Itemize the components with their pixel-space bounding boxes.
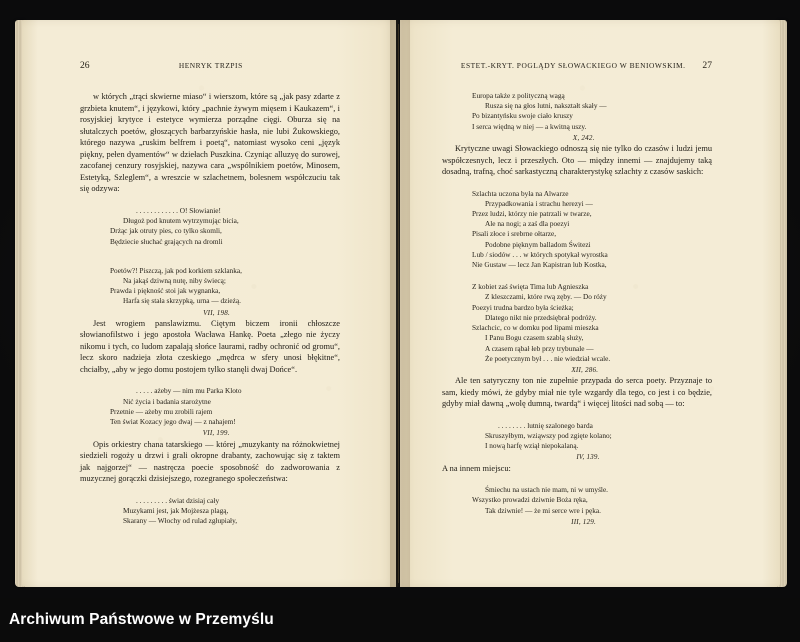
open-book bbox=[22, 20, 780, 587]
verse-line: . . . . . . . . . świat dzisiaj cały bbox=[136, 495, 220, 505]
right-paragraph-2: Ale ten satyryczny ton nie zupełnie przypada do serca poety. Przyznaje to sam, kiedy mówi, że gdyby miał nie tyle wzgardy dla tego, co jest i co będzie, gdyby miał dawną „wolę dumną, twardą“ i więcej litości nad sobą — to: bbox=[442, 376, 712, 409]
left-verse-1-wrap bbox=[80, 195, 340, 247]
verse-line: A czasem rąbał łeb przy trybunale — bbox=[485, 343, 594, 353]
verse-line: Szlachcic, co w domku pod lipami mieszka bbox=[472, 323, 599, 333]
verse-line: Na jakąś dziwną nutę, niby świecą; bbox=[123, 275, 226, 285]
verse-line: . . . . . ażeby — nim mu Parka Kloto bbox=[136, 386, 242, 396]
right-verse-3 bbox=[472, 282, 610, 375]
left-paragraph-3: Opis orkiestry chana tatarskiego — której „muzykanty na różnokwietnej siedzieli rogoży u drzwi i grali okropne drabanty, zachowując się z taktem jak najgorzej“ — nastręcza poecie sposobność do zadworowania z muzycznej gorączki dzisiejszego, rozegranego społeczeństwa: bbox=[80, 439, 340, 484]
right-verse-1-wrap bbox=[442, 91, 712, 143]
verse-line: Przez ludzi, którzy nie patrzali w twarze, bbox=[472, 209, 592, 219]
verse-line: Poetów?! Piszczą, jak pod korkiem szklanka, bbox=[110, 265, 242, 275]
watermark-text: Archiwum Państwowe w Przemyślu bbox=[9, 611, 274, 628]
verse-line: Po bizantyńsku swoje ciało kruszy bbox=[472, 111, 573, 121]
left-page bbox=[22, 20, 396, 587]
verse-line: Muzykami jest, jak Mojżesza plagą, bbox=[123, 505, 229, 515]
left-running-head-title: HENRYK TRZPIS bbox=[178, 61, 243, 70]
verse-line: Z kobiet zaś święta Tima lub Agnieszka bbox=[472, 282, 589, 292]
verse-line: Drżąc jak otruty pies, co tylko skomli, bbox=[110, 226, 222, 236]
verse-line: I nową harfę wziął niepokalaną. bbox=[485, 441, 579, 451]
right-verse-2-wrap bbox=[442, 178, 712, 271]
right-verse-3-wrap bbox=[442, 282, 712, 375]
verse-line: I serca więdną w niej — a kwitną uszy. bbox=[472, 121, 587, 131]
left-verse-3-citation: VII, 199. bbox=[202, 429, 230, 438]
verse-line: Przypadkowania i strachu herezyi — bbox=[485, 198, 593, 208]
right-verse-4 bbox=[472, 421, 612, 463]
verse-line: I Panu Bogu czasem szablą służy, bbox=[485, 333, 584, 343]
verse-line: Będziecie słuchać grających na dromli bbox=[110, 236, 223, 246]
verse-line: Dlatego nikt nie przedsiębrał podróży. bbox=[485, 312, 597, 322]
left-verse-3 bbox=[110, 386, 242, 438]
left-verse-3-wrap bbox=[80, 375, 340, 438]
verse-spacer bbox=[442, 270, 712, 282]
verse-line: Ale na nogi; a zaś dla poezyi bbox=[485, 219, 570, 229]
right-paragraph-3: A na innem miejscu: bbox=[442, 463, 511, 473]
right-verse-2 bbox=[472, 189, 608, 271]
verse-line: Lub / siodów . . . w których spotykał wyrostka bbox=[472, 249, 608, 259]
left-verse-1 bbox=[110, 206, 239, 247]
verse-line: Skarany — Włochy od rulad zgłupiały, bbox=[123, 516, 238, 526]
verse-line: Długoż pod knutem wytrzymując bicia, bbox=[123, 216, 239, 226]
right-paragraph-1: Krytyczne uwagi Słowackiego odnoszą się nie tylko do czasów i ludzi jemu współczesnych, lecz i przeszłych. Oto — między innemi — znajdujemy taką dosadną, trafną, choć sarkastyczną charakterystykę szlachty z czasów saskich: bbox=[442, 144, 712, 177]
left-paragraph-1: w których „trąci skwierne miaso“ i wierszom, które są „jak pasy zdarte z grzbieta knutem“, i językowi, który „pachnie żywym mięsem i Kaukazem“, i rosyjskiej krytyce i estetyce wymierza porządne cięgi. Oburza się na słutalczych poetów, głoszących barbarzyńskie hasła, nie lubi Żukowskiego, którego nazywa „ruskim belfrem i poetą“, natomiast wysoko ceni „język piękny, pełen dyamentów“ w dziełach Puszkina. Czyniąc alluzyę do surowej, zacofanej cenzury rosyjskiej, nazywa cara „wspólnikiem poetów, Minosem, Estetyką, Szleglem“, a wreszcie w szlachetnem, bolesnem współczuciu tak się odzywa: bbox=[80, 92, 340, 194]
verse-line: Szlachta uczona była na Alwarze bbox=[472, 188, 569, 198]
verse-line: Wszystko prowadzi dziwnie Boża ręka, bbox=[472, 495, 588, 505]
verse-line: Skruszyłbym, wziąwszy pod zgięte kolano; bbox=[485, 430, 612, 440]
verse-spacer bbox=[80, 247, 340, 255]
verse-line: Że poetycznym był . . . nie wiedział wcale. bbox=[485, 353, 611, 363]
left-verse-2-wrap bbox=[80, 255, 340, 318]
verse-line: Z kleszczami, które rwą zęby. — Do róży bbox=[485, 292, 607, 302]
right-folio: 27 bbox=[702, 60, 712, 71]
right-page bbox=[400, 20, 780, 587]
left-verse-4-wrap bbox=[80, 485, 340, 527]
right-verse-5-wrap bbox=[442, 474, 712, 527]
left-folio: 26 bbox=[80, 60, 90, 71]
verse-line: Przetnie — ażeby mu zrobili rajem bbox=[110, 406, 213, 416]
verse-line: Podobne pięknym balladom Świtezi bbox=[485, 239, 591, 249]
verse-line: Europa także z polityczną wagą bbox=[472, 91, 565, 100]
verse-line: Rusza się na głos lutni, nakształt skały — bbox=[485, 101, 607, 111]
verse-line: Pisali złoce i srebrne ołtarze, bbox=[472, 229, 557, 239]
verse-line: Harfa się stała skrzypką, urna — dzieżą. bbox=[123, 296, 241, 306]
right-verse-4-citation: IV, 139. bbox=[576, 453, 600, 462]
right-running-head bbox=[442, 60, 712, 70]
left-verse-2-citation: VII, 198. bbox=[203, 308, 230, 317]
right-verse-1 bbox=[472, 91, 607, 143]
right-page-body bbox=[442, 60, 712, 527]
left-running-head bbox=[80, 60, 340, 70]
verse-line: Śmiechu na ustach nie mam, ni w umyśle. bbox=[485, 485, 609, 495]
left-paragraph-2: Jest wrogiem panslawizmu. Ciętym biczem ironii chłoszcze słowianofilstwo i jego apostoła Wacława Hankę. Poeta „złego nie życzy nikomu i tych, co ludom zapalają słońce laurami, radby ochronić od gromu“, lecz skoro nadzieja złota czeskiego „mędrca w sfery unosi błękitne“, chciałby, „aby w jego domu postojem tylko stanęli dwaj Dońce“. bbox=[80, 318, 340, 374]
verse-line: . . . . . . . . lutnię szalonego barda bbox=[498, 420, 593, 430]
left-page-body bbox=[80, 60, 340, 526]
verse-line: Nić życia i badania starożytne bbox=[123, 396, 211, 406]
verse-line: Ten świat Kozacy jego dwaj — z nahajem! bbox=[110, 417, 236, 427]
right-verse-1-citation: X, 242. bbox=[572, 133, 595, 142]
verse-line: Prawda i piękność stoi jak wygnanka, bbox=[110, 286, 221, 296]
right-verse-5-citation: III, 129. bbox=[571, 517, 597, 526]
right-verse-5 bbox=[472, 485, 608, 527]
verse-line: . . . . . . . . . . . . O! Słowianie! bbox=[136, 205, 221, 215]
verse-line: Poezyi trudna bardzo była ścieżka; bbox=[472, 302, 574, 312]
verse-line: Tak dziwnie! — że mi serce wre i pęka. bbox=[485, 505, 601, 515]
right-running-head-title: ESTET.-KRYT. POGLĄDY SŁOWACKIEGO W BENIOWSKIM. bbox=[460, 61, 686, 70]
right-verse-4-wrap bbox=[442, 410, 712, 463]
book-crease-line bbox=[398, 24, 399, 583]
left-verse-4 bbox=[110, 496, 237, 527]
verse-line: Nie Gustaw — lecz Jan Kapistran lub Kostka, bbox=[472, 260, 607, 270]
right-verse-3-citation: XII, 286. bbox=[571, 365, 599, 374]
watermark-bar bbox=[0, 598, 800, 642]
left-verse-2 bbox=[110, 266, 242, 318]
